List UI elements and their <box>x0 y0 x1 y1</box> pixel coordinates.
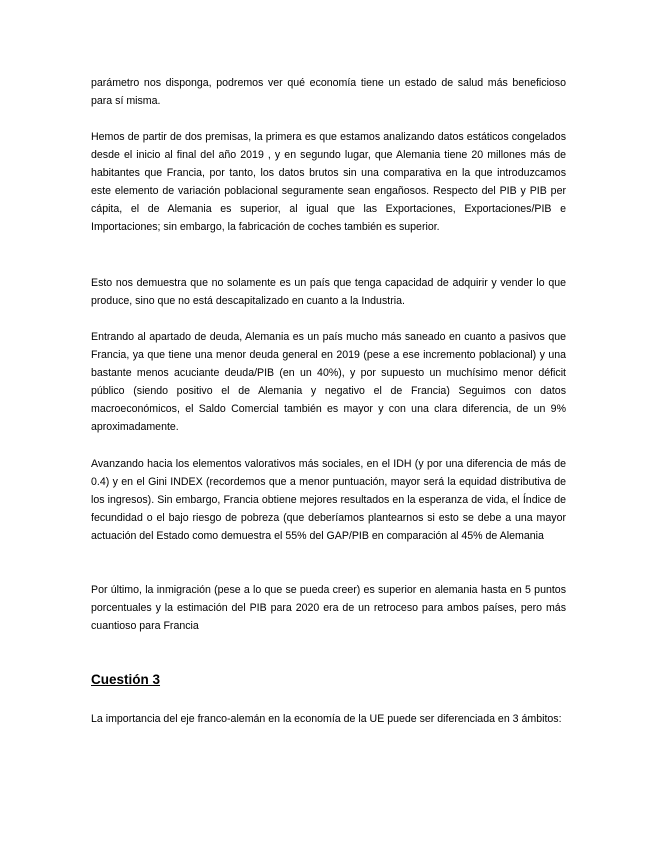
paragraph-industry: Esto nos demuestra que no solamente es un país que tenga capacidad de adquirir y vender lo que produce, sino que no está descapitalizado en cuanto a la Industria. <box>91 277 566 307</box>
paragraph-intro-continuation: parámetro nos disponga, podremos ver qué economía tiene un estado de salud más beneficioso para sí misma. <box>91 77 566 107</box>
section-heading: Cuestión 3 <box>91 672 161 687</box>
paragraph-premises: Hemos de partir de dos premisas, la primera es que estamos analizando datos estáticos congelados desde el inicio al final del año 2019 , y en segundo lugar, que Alemania tiene 20 millones más de habitantes que Francia, por tanto, los datos brutos sin una comparativa en la que introduzcamos este elemento de variación poblacional seguramente sean engañosos. Respecto del PIB y PIB per cápita, el de Alemania es superior, al igual que las Exportaciones, Exportaciones/PIB e Importaciones; sin embargo, la fabricación de coches también es superior. <box>91 131 566 233</box>
paragraph-social: Avanzando hacia los elementos valorativos más sociales, en el IDH (y por una diferencia de más de 0.4) y en el Gini INDEX (recordemos que a menor puntuación, mayor será la equidad distributiva de los ingresos). Sin embargo, Francia obtiene mejores resultados en la esperanza de vida, el Índice de fecundidad o el bajo riesgo de pobreza (que deberíamos plantearnos si esto se debe a una mayor actuación del Estado como demuestra el 55% del GAP/PIB en comparación al 45% de Alemania <box>91 458 566 542</box>
section-intro-paragraph: La importancia del eje franco-alemán en la economía de la UE puede ser diferenciada en 3 ámbitos: <box>91 713 562 725</box>
paragraph-debt: Entrando al apartado de deuda, Alemania es un país mucho más saneado en cuanto a pasivos que Francia, ya que tiene una menor deuda general en 2019 (pese a ese incremento poblacional) y una bastante menos acuciante deuda/PIB (en un 40%), y por supuesto un muchísimo menor déficit público (siendo positivo el de Alemania y negativo el de Francia) Seguimos con datos macroeconómicos, el Saldo Comercial también es mayor y con una clara diferencia, de un 9% aproximadamente. <box>91 331 566 433</box>
paragraph-immigration: Por último, la inmigración (pese a lo que se pueda creer) es superior en alemania hasta en 5 puntos porcentuales y la estimación del PIB para 2020 era de un retroceso para ambos países, pero más cuantioso para Francia <box>91 584 566 632</box>
